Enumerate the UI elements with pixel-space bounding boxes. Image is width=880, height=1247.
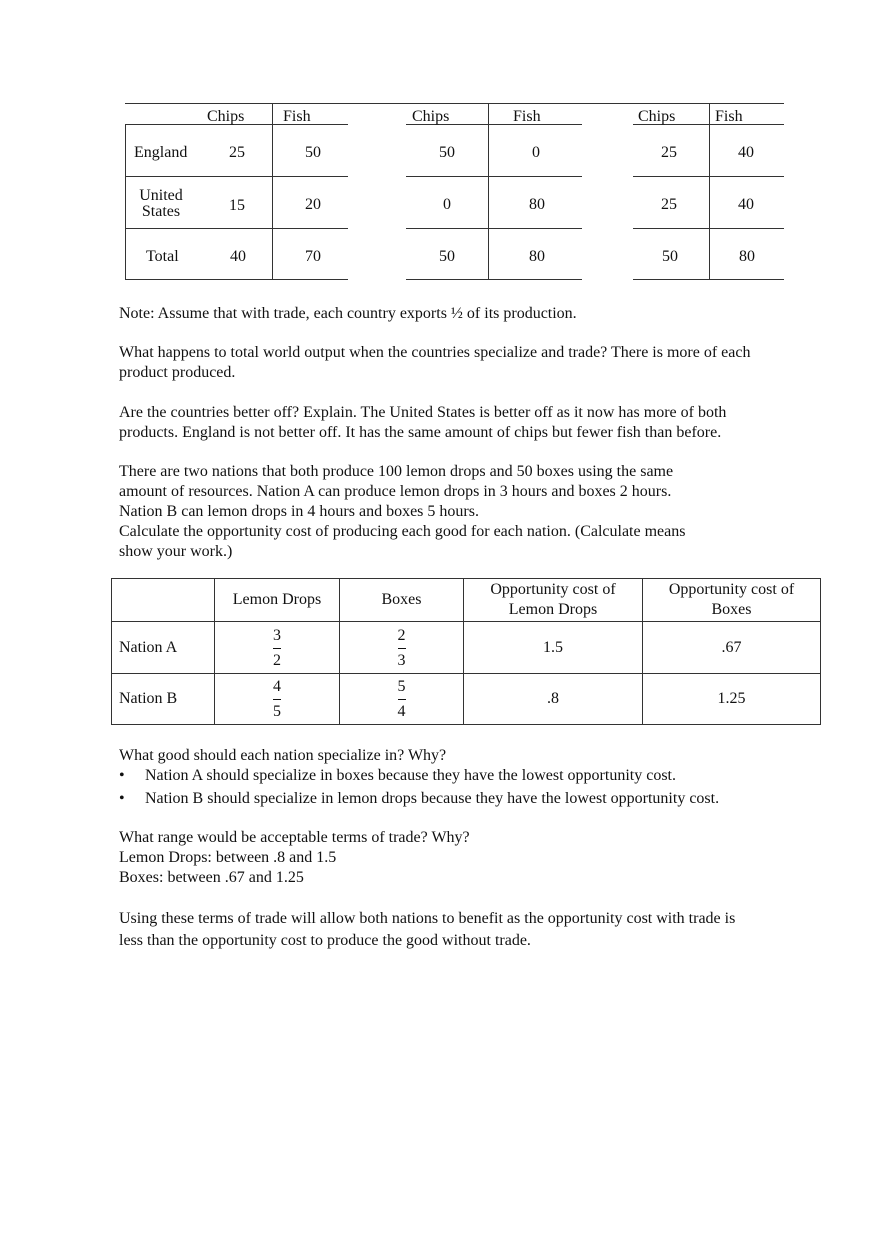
terms-lemon-drops: Lemon Drops: between .8 and 1.5 xyxy=(119,849,337,866)
numerator: 2 xyxy=(397,626,406,644)
specialize-question: What good should each nation specialize in? Why? xyxy=(119,747,447,764)
cell: 50 xyxy=(662,248,678,265)
specialize-answers xyxy=(119,766,799,809)
fraction xyxy=(273,678,281,721)
fraction-cell xyxy=(340,622,464,674)
panel1-row-rule xyxy=(125,176,348,177)
fraction xyxy=(273,627,281,670)
nation-label: Nation A xyxy=(112,622,215,674)
panel3-bottom-rule xyxy=(633,279,784,280)
panel2-row-rule xyxy=(406,176,582,177)
cell: 70 xyxy=(305,248,321,265)
two-nations-line: amount of resources. Nation A can produce lemon drops in 3 hours and boxes 2 hours. xyxy=(119,483,672,500)
two-nations-line: show your work.) xyxy=(119,543,233,560)
table-row xyxy=(112,674,821,725)
fraction-bar xyxy=(273,648,281,649)
conclusion: Using these terms of trade will allow both nations to benefit as the opportunity cost with trade is less than the opportunity cost to produce the good without trade. xyxy=(119,910,736,949)
cell: 20 xyxy=(305,196,321,213)
fraction xyxy=(398,678,406,721)
denominator: 5 xyxy=(273,703,281,720)
cell: 80 xyxy=(739,248,755,265)
cell: 50 xyxy=(439,144,455,161)
cell: 40 xyxy=(738,196,754,213)
cell: 25 xyxy=(229,144,245,161)
row-label-england: England xyxy=(134,144,188,161)
header-blank xyxy=(112,579,215,622)
panel3-col-chips: Chips xyxy=(638,108,676,125)
cell: 80 xyxy=(529,196,545,213)
cell: 40 xyxy=(738,144,754,161)
table-top-rule xyxy=(125,103,784,104)
oc-boxes-value: 1.25 xyxy=(643,674,821,725)
note: Note: Assume that with trade, each country exports ½ of its production. xyxy=(119,305,577,322)
cell: 50 xyxy=(305,144,321,161)
numerator: 5 xyxy=(397,678,406,695)
oc-lemon-drops-value: 1.5 xyxy=(464,622,643,674)
header-boxes: Boxes xyxy=(340,579,464,622)
panel1-row-rule xyxy=(125,228,348,229)
panel2-row-rule xyxy=(406,228,582,229)
cell: 25 xyxy=(661,196,677,213)
terms-question: What range would be acceptable terms of trade? Why? xyxy=(119,829,470,846)
denominator: 4 xyxy=(397,703,406,720)
two-nations-line: There are two nations that both produce 100 lemon drops and 50 boxes using the same xyxy=(119,463,674,480)
fraction-cell xyxy=(215,674,340,725)
cell: 25 xyxy=(661,144,677,161)
cell: 50 xyxy=(439,248,455,265)
row-label-total: Total xyxy=(146,248,179,265)
cell: 15 xyxy=(229,197,245,214)
cell: 0 xyxy=(443,196,451,213)
numerator: 3 xyxy=(273,626,281,644)
list-item: • Nation B should specialize in lemon drops because they have the lowest opportunity cost. xyxy=(119,789,799,809)
cell: 0 xyxy=(532,144,540,161)
nation-label: Nation B xyxy=(112,674,215,725)
terms-boxes: Boxes: between .67 and 1.25 xyxy=(119,869,304,886)
question-better-off: Are the countries better off? Explain. The United States is better off as it now has more of both products. England is not better off. It has the same amount of chips but fewer fish than before. xyxy=(119,404,727,441)
panel2-bottom-rule xyxy=(406,279,582,280)
two-nations-line: Calculate the opportunity cost of producing each good for each nation. (Calculate means xyxy=(119,523,686,540)
fraction-bar xyxy=(398,699,406,700)
cell: 40 xyxy=(230,248,246,265)
header-oc-lemon-drops: Opportunity cost of Lemon Drops xyxy=(464,579,643,622)
question-specialize xyxy=(119,746,799,812)
question-world-output: What happens to total world output when the countries specialize and trade? There is more of each product produced. xyxy=(119,344,751,381)
two-nations-line: Nation B can lemon drops in 4 hours and boxes 5 hours. xyxy=(119,503,479,520)
opportunity-cost-table xyxy=(111,578,821,725)
denominator: 2 xyxy=(273,651,281,669)
fraction-cell xyxy=(215,622,340,674)
row-label-united: United xyxy=(139,187,183,204)
fraction xyxy=(398,627,406,670)
fraction-bar xyxy=(398,648,406,649)
panel2-mid-rule xyxy=(488,103,489,279)
header-lemon-drops: Lemon Drops xyxy=(215,579,340,622)
panel1-bottom-rule xyxy=(125,279,348,280)
panel1-mid-rule xyxy=(272,103,273,279)
fraction-cell xyxy=(340,674,464,725)
table-header-row xyxy=(112,579,821,622)
panel2-col-fish: Fish xyxy=(513,108,541,125)
panel3-mid-rule xyxy=(709,103,710,279)
panel1-col-chips: Chips xyxy=(207,108,245,125)
panel2-col-chips: Chips xyxy=(412,108,450,125)
panel1-left-rule xyxy=(125,124,126,279)
list-item: • Nation A should specialize in boxes because they have the lowest opportunity cost. xyxy=(119,766,799,786)
header-oc-boxes: Opportunity cost of Boxes xyxy=(643,579,821,622)
question-terms-of-trade xyxy=(119,828,799,888)
numerator: 4 xyxy=(273,678,281,695)
panel1-col-fish: Fish xyxy=(283,108,311,125)
row-label-states: States xyxy=(141,203,181,220)
oc-lemon-drops-value: .8 xyxy=(464,674,643,725)
panel3-col-fish: Fish xyxy=(715,108,743,125)
denominator: 3 xyxy=(397,651,406,669)
oc-boxes-value: .67 xyxy=(643,622,821,674)
question-two-nations xyxy=(119,462,799,562)
fraction-bar xyxy=(273,699,281,700)
cell: 80 xyxy=(529,248,545,265)
table-row xyxy=(112,622,821,674)
